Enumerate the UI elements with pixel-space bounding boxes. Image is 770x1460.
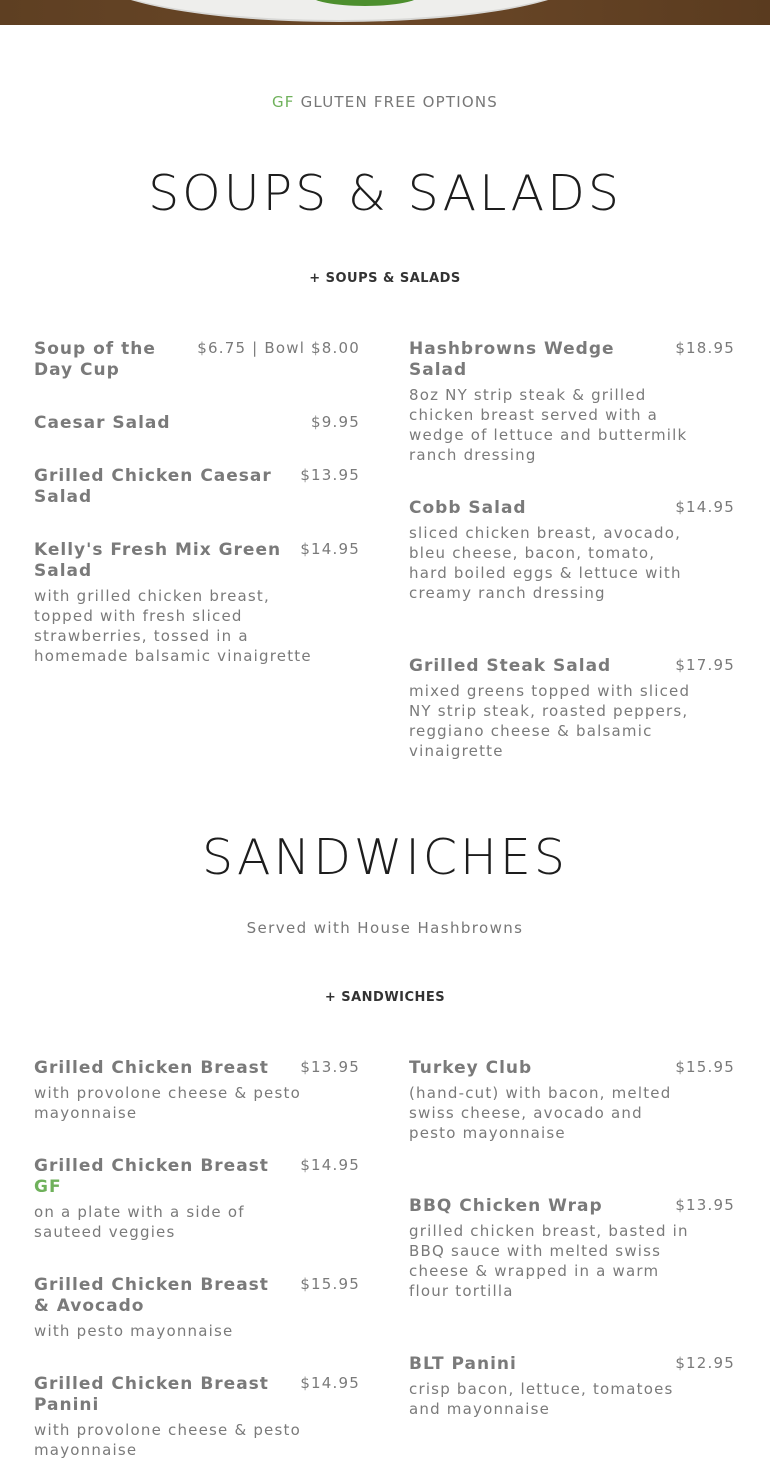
menu-item	[409, 656, 735, 761]
item-price: $14.95	[300, 1374, 360, 1392]
menu-item	[34, 466, 360, 508]
gluten-free-legend	[0, 93, 770, 111]
item-price: $13.95	[300, 1058, 360, 1076]
item-name: Caesar Salad	[34, 413, 171, 433]
item-name: BBQ Chicken Wrap	[409, 1196, 603, 1216]
soups-salads-title: SOUPS & SALADS	[148, 165, 622, 222]
item-name: Grilled Steak Salad	[409, 656, 612, 676]
hero-food-photo	[0, 0, 770, 25]
item-price: $13.95	[300, 466, 360, 484]
item-name: Grilled Chicken Caesar Salad	[34, 466, 272, 507]
menu-item	[409, 1196, 735, 1301]
item-description: crisp bacon, lettuce, tomatoes and mayonnaise	[409, 1380, 674, 1418]
menu-item	[34, 540, 360, 666]
soups-salads-tab[interactable]: + SOUPS & SALADS	[309, 271, 461, 286]
item-description: with provolone cheese & pesto mayonnaise	[34, 1084, 301, 1122]
sandwiches-tab[interactable]: + SANDWICHES	[324, 990, 446, 1005]
item-name: Grilled Chicken Breast & Avocado	[34, 1275, 269, 1316]
item-price: $12.95	[675, 1354, 735, 1372]
menu-item	[34, 1058, 360, 1123]
item-price: $15.95	[675, 1058, 735, 1076]
item-price: $6.75 | Bowl $8.00	[197, 339, 360, 357]
gf-badge: GF	[34, 1177, 62, 1197]
item-description: (hand-cut) with bacon, melted swiss cheese, avocado and pesto mayonnaise	[409, 1084, 672, 1142]
item-name: Grilled Chicken Breast	[34, 1156, 269, 1176]
gf-tag: GF	[271, 93, 295, 111]
gf-legend-text: GLUTEN FREE OPTIONS	[300, 93, 499, 111]
menu-item	[34, 1275, 360, 1341]
item-price: $14.95	[300, 1156, 360, 1174]
item-name-wrap	[34, 1156, 269, 1198]
item-name: Cobb Salad	[409, 498, 527, 518]
item-price: $17.95	[675, 656, 735, 674]
item-description: on a plate with a side of sauteed veggies	[34, 1203, 245, 1241]
item-name: Soup of the Day Cup	[34, 339, 156, 380]
item-price: $14.95	[300, 540, 360, 558]
menu-item	[34, 1156, 360, 1242]
sandwiches-title: SANDWICHES	[202, 829, 568, 886]
menu-item	[34, 1374, 360, 1460]
item-price: $13.95	[675, 1196, 735, 1214]
item-name: BLT Panini	[409, 1354, 517, 1374]
item-description: mixed greens topped with sliced NY strip steak, roasted peppers, reggiano cheese & balsamic vinaigrette	[409, 682, 691, 760]
menu-item	[409, 498, 735, 603]
item-price: $14.95	[675, 498, 735, 516]
menu-item	[409, 1354, 735, 1419]
item-name: Turkey Club	[409, 1058, 533, 1078]
item-name: Grilled Chicken Breast	[34, 1058, 269, 1078]
item-description: with provolone cheese & pesto mayonnaise	[34, 1421, 301, 1459]
item-description: sliced chicken breast, avocado, bleu cheese, bacon, tomato, hard boiled eggs & lettuce with creamy ranch dressing	[409, 524, 682, 602]
menu-item	[34, 413, 360, 434]
menu-item	[34, 339, 360, 381]
item-price: $18.95	[675, 339, 735, 357]
item-description: with pesto mayonnaise	[34, 1322, 234, 1340]
menu-item	[409, 1058, 735, 1143]
item-price: $9.95	[311, 413, 360, 431]
item-description: with grilled chicken breast, topped with fresh sliced strawberries, tossed in a homemade balsamic vinaigrette	[34, 587, 312, 665]
item-description: grilled chicken breast, basted in BBQ sauce with melted swiss cheese & wrapped in a warm flour tortilla	[409, 1222, 689, 1300]
item-name: Kelly's Fresh Mix Green Salad	[34, 540, 282, 581]
item-name: Hashbrowns Wedge Salad	[409, 339, 615, 380]
item-description: 8oz NY strip steak & grilled chicken breast served with a wedge of lettuce and buttermilk ranch dressing	[409, 386, 688, 464]
menu-item	[409, 339, 735, 465]
sandwiches-subtitle: Served with House Hashbrowns	[246, 919, 524, 937]
item-name: Grilled Chicken Breast Panini	[34, 1374, 269, 1415]
item-price: $15.95	[300, 1275, 360, 1293]
